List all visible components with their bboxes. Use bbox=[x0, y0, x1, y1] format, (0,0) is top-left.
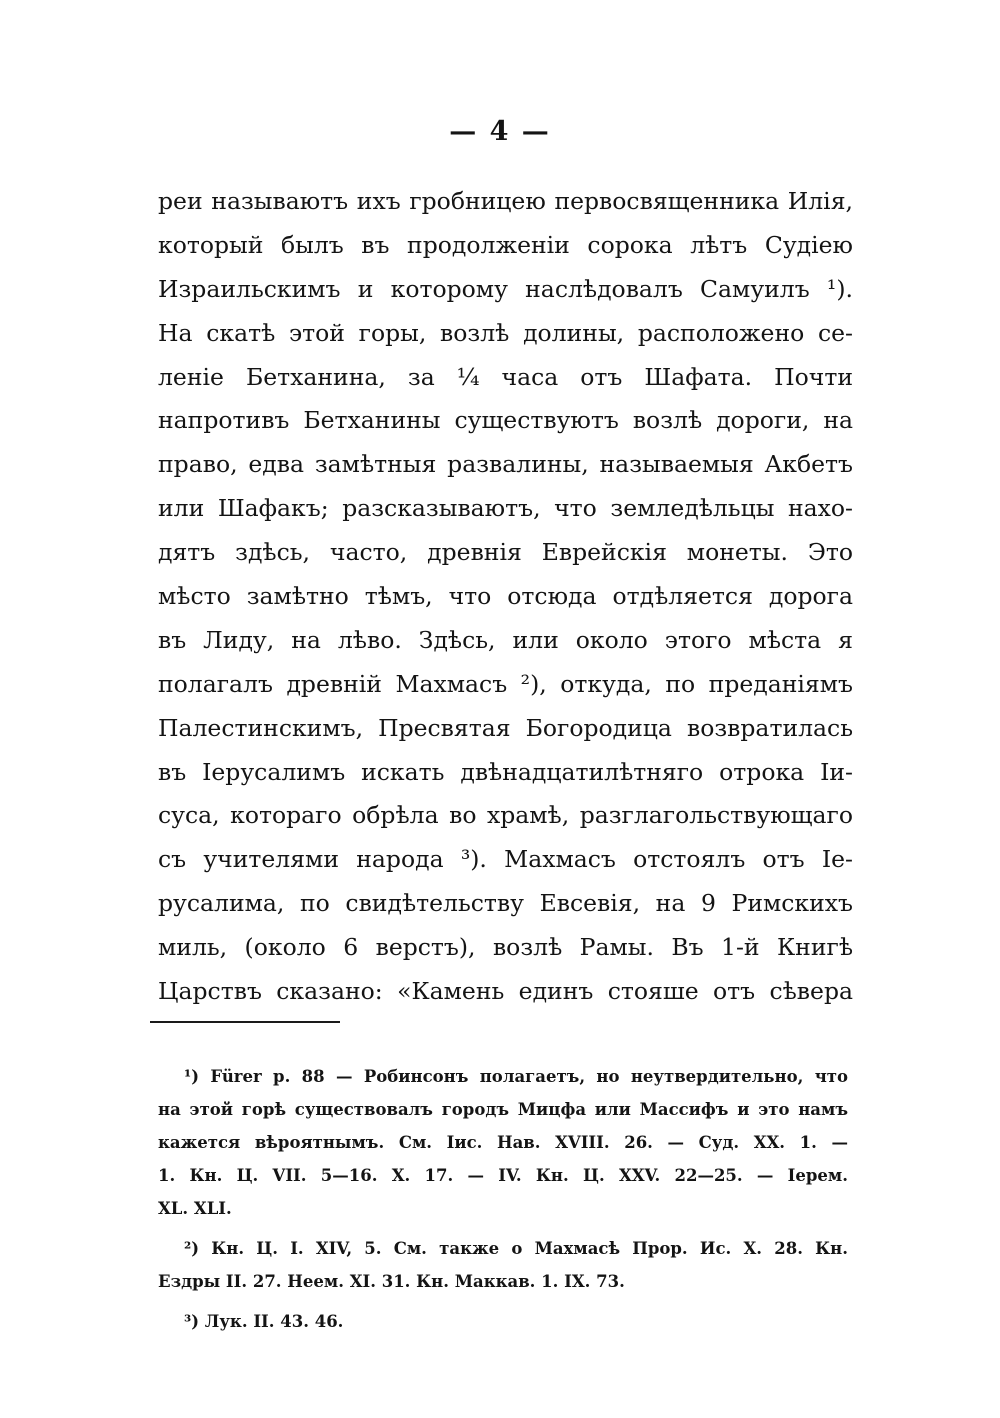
text-line: въ Іерусалимъ искать двѣнадцатилѣтняго отрока Іи- bbox=[158, 757, 853, 786]
text-line: леніе Бетханина, за ¼ часа отъ Шафата. Почти bbox=[158, 362, 853, 391]
text-line: миль, (около 6 верстъ), возлѣ Рамы. Въ 1-й Книгѣ bbox=[158, 933, 853, 962]
body-text bbox=[158, 180, 853, 1014]
text-line: суса, котораго обрѣла во храмѣ, разглагольствующаго bbox=[158, 801, 853, 830]
text-line: Царствъ сказано: «Камень единъ стояше отъ сѣвера bbox=[158, 977, 853, 1006]
footnote-divider bbox=[150, 1021, 340, 1023]
text-line: или Шафакъ; разсказываютъ, что земледѣльцы нахо- bbox=[158, 494, 853, 523]
footnote-line: XL. XLI. bbox=[158, 1199, 232, 1218]
text-line: реи называютъ ихъ гробницею первосвященника Илія, bbox=[158, 187, 853, 215]
text-line: право, едва замѣтныя развалины, называемыя Акбетъ bbox=[158, 450, 853, 479]
text-line: напротивъ Бетханины существуютъ возлѣ дороги, на bbox=[158, 406, 853, 435]
footnote-line: кажется вѣроятнымъ. См. Іис. Нав. XVIII. 26. — Суд. XX. 1. — bbox=[158, 1133, 848, 1152]
text-line: русалима, по свидѣтельству Евсевія, на 9 Римскихъ bbox=[158, 889, 853, 918]
text-line: дятъ здѣсь, часто, древнія Еврейскія монеты. Это bbox=[158, 538, 853, 567]
footnote-line: 1. Кн. Ц. VII. 5—16. X. 17. — IV. Кн. Ц. XXV. 22—25. — Iерем. bbox=[158, 1166, 848, 1185]
footnote-line: на этой горѣ существовалъ городъ Мицфа или Массифъ и это намъ bbox=[158, 1100, 848, 1119]
text-line: который былъ въ продолженіи сорока лѣтъ Судіею bbox=[158, 230, 853, 259]
footnote-line: ³) Лук. II. 43. 46. bbox=[184, 1312, 344, 1331]
footnote-line: Ездры II. 27. Неем. XI. 31. Кн. Маккав. 1. IX. 73. bbox=[158, 1272, 625, 1291]
footnote-3 bbox=[158, 1305, 848, 1338]
text-line: мѣсто замѣтно тѣмъ, что отсюда отдѣляется дорога bbox=[158, 582, 853, 611]
text-line: На скатѣ этой горы, возлѣ долины, расположено се- bbox=[158, 318, 853, 347]
footnote-1 bbox=[158, 1060, 848, 1225]
page-number: — 4 — bbox=[449, 116, 551, 147]
footnote-line: ¹) Fürer p. 88 — Робинсонъ полагаетъ, но неутвердительно, что bbox=[184, 1067, 848, 1086]
footnote-line: ²) Кн. Ц. I. XIV, 5. См. также о Махмасѣ Прор. Ис. X. 28. Кн. bbox=[184, 1239, 848, 1258]
text-line: съ учителями народа ³). Махмасъ отстоялъ отъ Іе- bbox=[158, 845, 853, 874]
text-line: въ Лиду, на лѣво. Здѣсь, или около этого мѣста я bbox=[158, 625, 853, 654]
footnotes bbox=[158, 1060, 848, 1338]
text-line: полагалъ древній Махмасъ ²), откуда, по преданіямъ bbox=[158, 669, 853, 698]
text-line: Палестинскимъ, Пресвятая Богородица возвратилась bbox=[158, 713, 853, 742]
footnote-2 bbox=[158, 1232, 848, 1298]
text-line: Израильскимъ и которому наслѣдовалъ Самуилъ ¹). bbox=[158, 274, 853, 303]
